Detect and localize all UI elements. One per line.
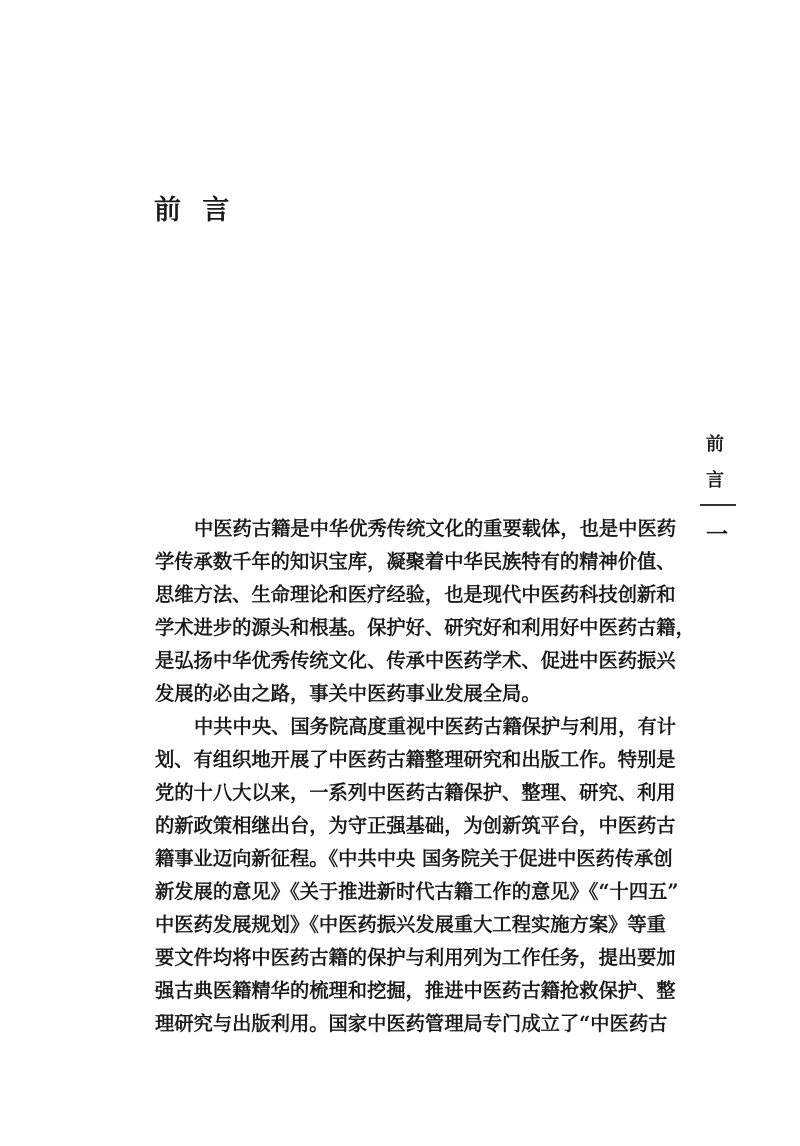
text-line: 要文件均将中医药古籍的保护与利用列为工作任务，提出要加 [155, 946, 676, 969]
page-number: 一 [706, 522, 729, 548]
text-line: 是弘扬中华优秀传统文化、传承中医药学术、促进中医药振兴 [155, 649, 676, 672]
text-line: 籍事业迈向新征程。《中共中央 国务院关于促进中医药传承创 [155, 847, 673, 870]
text-line: 学术进步的源头和根基。保护好、研究好和利用好中医药古籍， [155, 616, 695, 639]
text-line: 学传承数千年的知识宝库，凝聚着中华民族特有的精神价值、 [155, 550, 676, 573]
paragraph [155, 512, 695, 710]
text-line: 新发展的意见》《关于推进新时代古籍工作的意见》《“十四五” [155, 880, 679, 903]
running-head-char: 前 [706, 434, 724, 455]
text-line: 的新政策相继出台，为守正强基础，为创新筑平台，中医药古 [155, 814, 676, 837]
text-line: 划、有组织地开展了中医药古籍整理研究和出版工作。特别是 [155, 748, 676, 771]
page-title: 前 言 [154, 195, 236, 226]
text-line: 中医药古籍是中华优秀传统文化的重要载体，也是中医药 [194, 517, 677, 540]
text-line: 党的十八大以来，一系列中医药古籍保护、整理、研究、利用 [155, 781, 676, 804]
text-line: 强古典医籍精华的梳理和挖掘，推进中医药古籍抢救保护、整 [155, 979, 676, 1002]
text-line: 发展的必由之路，事关中医药事业发展全局。 [155, 682, 541, 705]
body-text [155, 512, 695, 1040]
text-line: 中医药发展规划》《中医药振兴发展重大工程实施方案》等重 [155, 913, 666, 936]
text-line: 中共中央、国务院高度重视中医药古籍保护与利用，有计 [194, 715, 677, 738]
text-line: 理研究与出版利用。国家中医药管理局专门成立了“中医药古 [155, 1012, 668, 1035]
text-line: 思维方法、生命理论和医疗经验，也是现代中医药科技创新和 [155, 583, 676, 606]
running-head-rule [700, 504, 736, 506]
running-head-char: 言 [706, 470, 724, 491]
paragraph [155, 710, 679, 1040]
